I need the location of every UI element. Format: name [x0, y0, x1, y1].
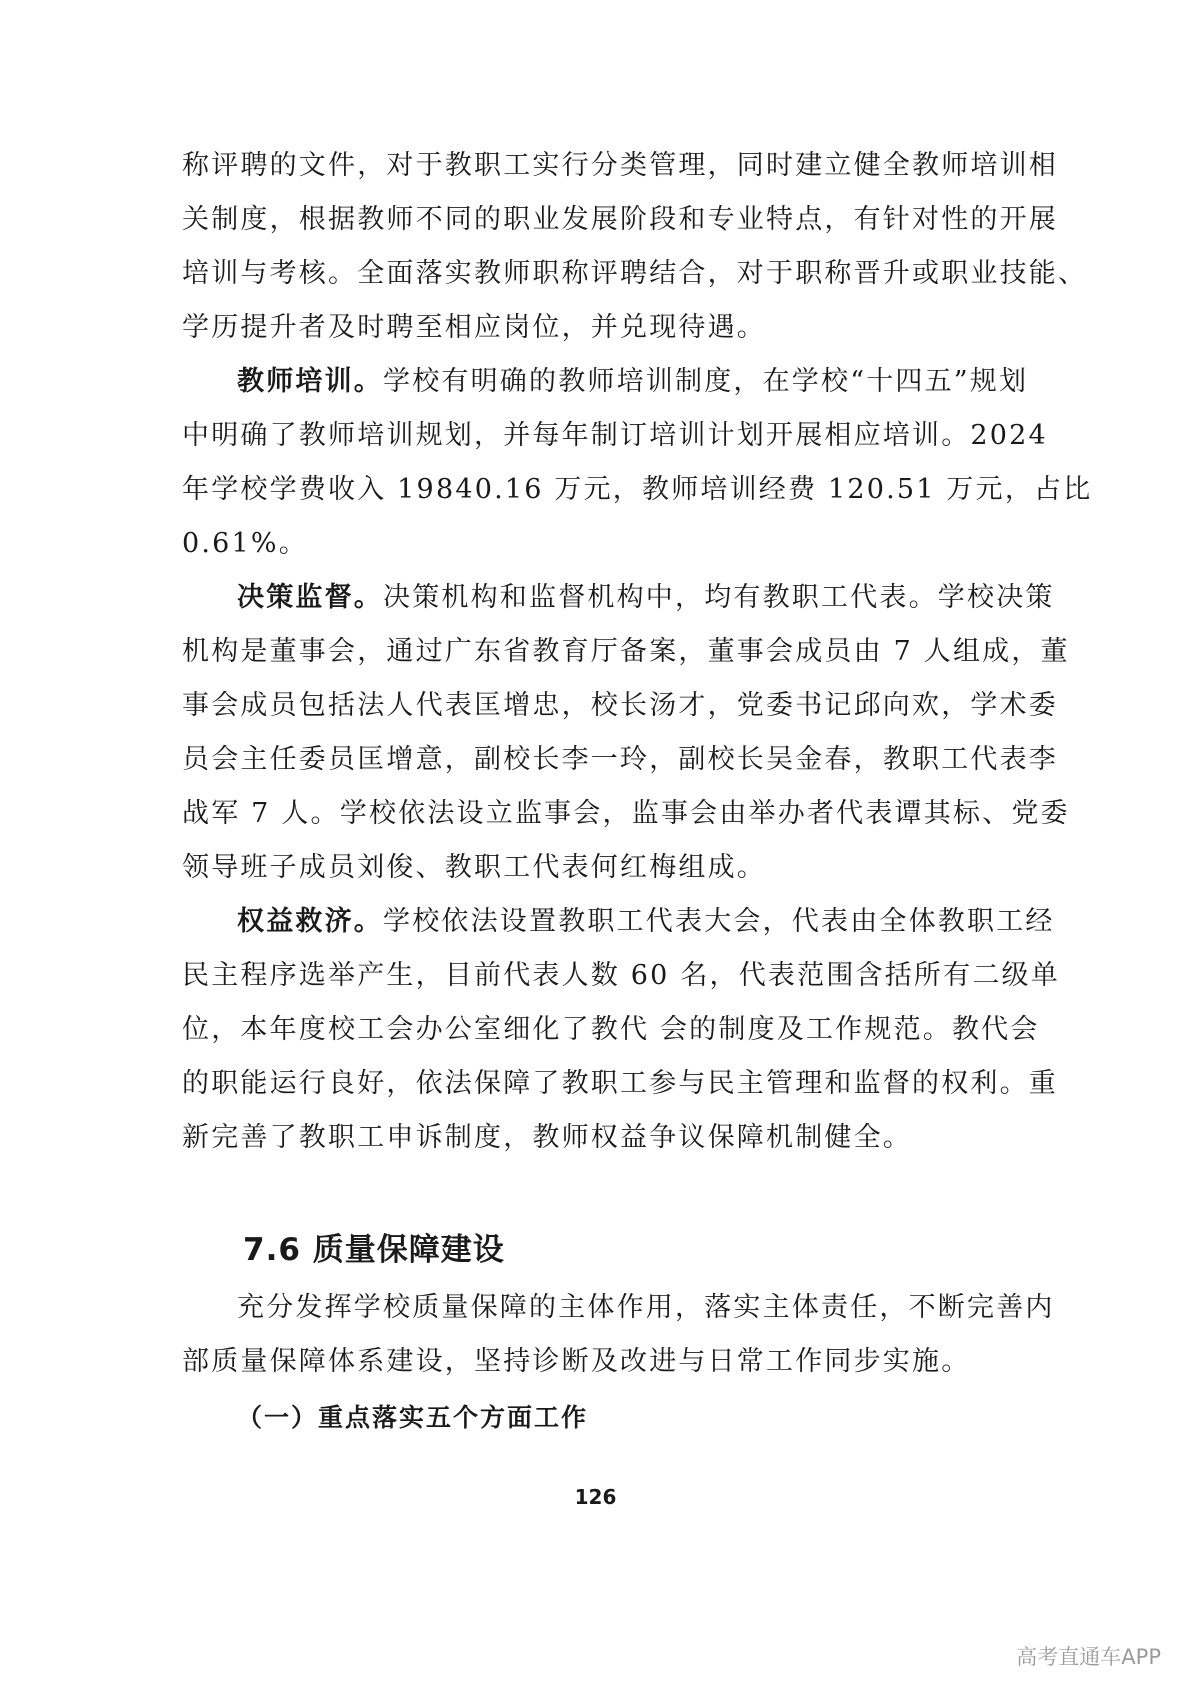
paragraph-line: 民主程序选举产生，目前代表人数 60 名，代表范围含括所有二级单	[182, 960, 1060, 991]
paragraph-text: 学校有明确的教师培训制度，在学校“十四五”规划	[383, 366, 1029, 397]
paragraph-line: 0.61%。	[182, 528, 308, 559]
paragraph-line: 关制度，根据教师不同的职业发展阶段和专业特点，有针对性的开展	[182, 204, 1058, 235]
paragraph-line: 年学校学费收入 19840.16 万元，教师培训经费 120.51 万元，占比	[182, 474, 1093, 505]
paragraph-line: 部质量保障体系建设，坚持诊断及改进与日常工作同步实施。	[182, 1346, 971, 1377]
paragraph-lead: 教师培训。	[237, 366, 383, 397]
paragraph-line: 的职能运行良好，依法保障了教职工参与民主管理和监督的权利。重	[182, 1068, 1058, 1099]
paragraph-first-line: 充分发挥学校质量保障的主体作用，落实主体责任，不断完善内	[237, 1292, 1055, 1323]
subsection-heading: （一）重点落实五个方面工作	[237, 1403, 589, 1432]
paragraph-line: 领导班子成员刘俊、教职工代表何红梅组成。	[182, 852, 766, 883]
paragraph-line: 培训与考核。全面落实教师职称评聘结合，对于职称晋升或职业技能、	[182, 258, 1088, 289]
paragraph-line: 新完善了教职工申诉制度，教师权益争议保障机制健全。	[182, 1122, 912, 1153]
section-heading: 7.6 质量保障建设	[243, 1232, 505, 1268]
paragraph-line: 称评聘的文件，对于教职工实行分类管理，同时建立健全教师培训相	[182, 150, 1058, 181]
paragraph-line: 员会主任委员匡增意，副校长李一玲，副校长吴金春，教职工代表李	[182, 744, 1058, 775]
watermark-text: 高考直通车APP	[1016, 1645, 1161, 1669]
paragraph-first-line	[237, 580, 1055, 616]
paragraph-lead: 决策监督。	[237, 582, 383, 613]
paragraph-line: 事会成员包括法人代表匡增忠，校长汤才，党委书记邱向欢，学术委	[182, 690, 1058, 721]
paragraph-text: 决策机构和监督机构中，均有教职工代表。学校决策	[383, 582, 1055, 613]
paragraph-lead: 权益救济。	[237, 906, 383, 937]
paragraph-line: 中明确了教师培训规划，并每年制订培训计划开展相应培训。2024	[182, 420, 1048, 451]
paragraph-first-line	[237, 904, 1055, 940]
paragraph-line: 位，本年度校工会办公室细化了教代 会的制度及工作规范。教代会	[182, 1014, 1040, 1045]
paragraph-text: 学校依法设置教职工代表大会，代表由全体教职工经	[383, 906, 1055, 937]
paragraph-line: 机构是董事会，通过广东省教育厅备案，董事会成员由 7 人组成，董	[182, 636, 1070, 667]
paragraph-line: 战军 7 人。学校依法设立监事会，监事会由举办者代表谭其标、党委	[182, 798, 1070, 829]
paragraph-first-line	[237, 364, 1028, 400]
paragraph-line: 学历提升者及时聘至相应岗位，并兑现待遇。	[182, 312, 766, 343]
page-number: 126	[574, 1485, 617, 1509]
